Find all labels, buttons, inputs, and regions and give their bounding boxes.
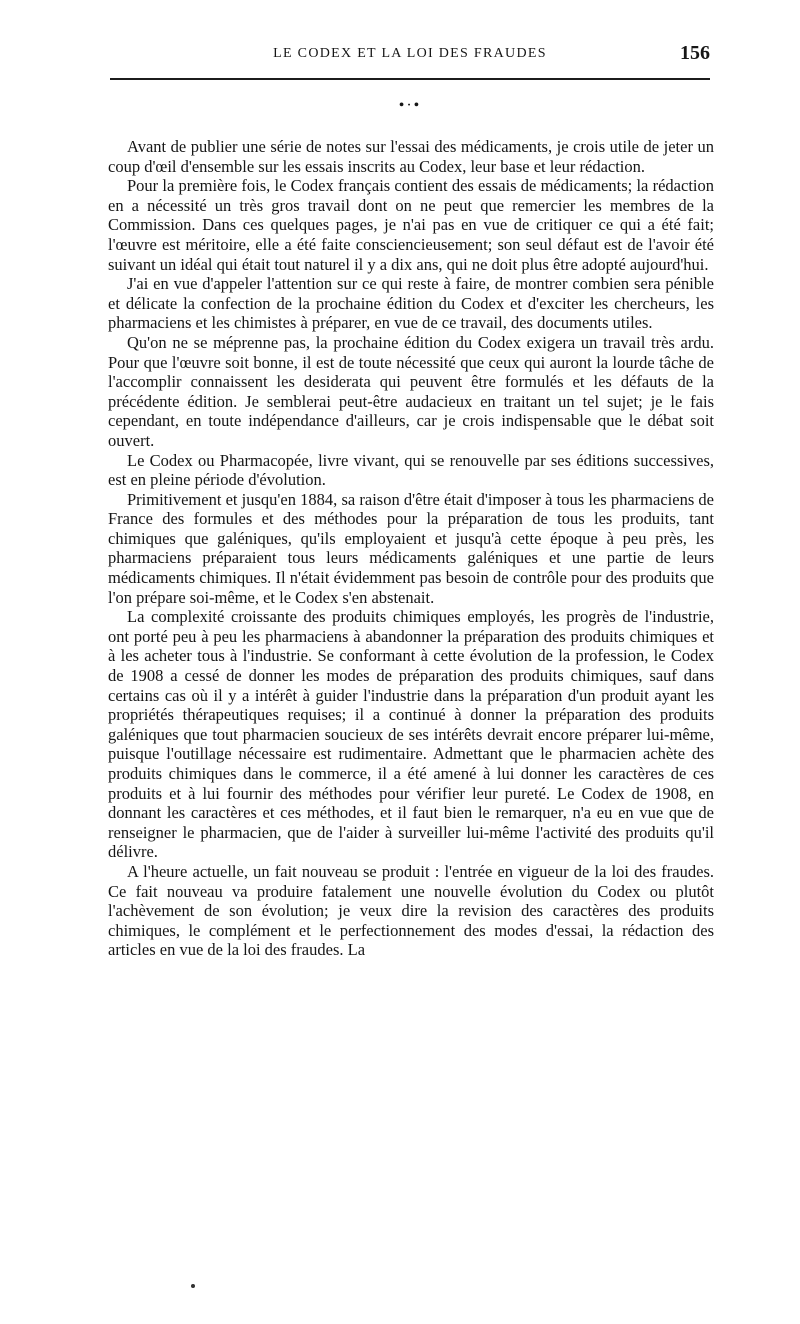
paragraph: Avant de publier une série de notes sur l'essai des médicaments, je crois utile de jeter un coup d'œil d'ensemble sur les essais inscrits au Codex, leur base et leur rédaction. bbox=[108, 137, 714, 176]
header-rule bbox=[110, 78, 710, 80]
paragraph: Qu'on ne se méprenne pas, la prochaine édition du Codex exigera un travail très ardu. Pour que l'œuvre soit bonne, il est de toute nécessité que ceux qui auront la lourde tâche de l'accomplir connaissent les desiderata qui peuvent être formulés et les défauts de la précédente édition. Je semblerai peut-être audacieux en traitant un tel sujet; je le fais cependant, en toute indépendance d'ailleurs, car je crois indispensable que le débat soit ouvert. bbox=[108, 332, 714, 450]
page-number: 156 bbox=[680, 42, 710, 64]
paragraph: J'ai en vue d'appeler l'attention sur ce qui reste à faire, de montrer combien sera pénible et délicate la confection de la prochaine édition du Codex et d'exciter les chercheurs, les pharmaciens et les chimistes à préparer, en vue de ce travail, des documents utiles. bbox=[108, 274, 714, 333]
paragraph: Le Codex ou Pharmacopée, livre vivant, qui se renouvelle par ses éditions successives, est en pleine période d'évolution. bbox=[108, 450, 714, 490]
body-text bbox=[108, 137, 714, 960]
paragraph: La complexité croissante des produits chimiques employés, les progrès de l'industrie, ont porté peu à peu les pharmaciens à abandonner la préparation des produits chimiques et à les acheter tous à l'industrie. Se conformant à cette évolution de la profession, le Codex de 1908 a cessé de donner les modes de préparation des produits chimiques, sauf dans certains cas où il y a intérêt à guider l'industrie dans la préparation d'un produit ayant les propriétés thérapeutiques requises; il a continué à donner la préparation des produits galéniques que tout pharmacien soucieux de ses intérêts devrait encore préparer lui-même, puisque l'outillage nécessaire est rudimentaire. Admettant que le pharmacien achète des produits chimiques dans le commerce, il a été amené à lui donner les caractères de ces produits et à lui fournir des méthodes pour vérifier leur pureté. Le Codex de 1908, en donnant les caractères et ces méthodes, et il faut bien le remarquer, n'a eu en vue que de renseigner le pharmacien, que de l'aider à surveiller lui-même l'activité des produits qu'il délivre. bbox=[108, 607, 714, 862]
running-head bbox=[110, 42, 710, 68]
paragraph: A l'heure actuelle, un fait nouveau se produit : l'entrée en vigueur de la loi des fraudes. Ce fait nouveau va produire fatalement une nouvelle évolution du Codex ou plutôt l'achèvement de son évolution; je veux dire la revision des caractères des produits chimiques, le complément et le perfectionnement des modes d'essai, la rédaction des articles en vue de la loi des fraudes. La bbox=[108, 861, 714, 960]
running-title: LE CODEX ET LA LOI DES FRAUDES bbox=[273, 46, 547, 61]
print-speck bbox=[191, 1284, 195, 1288]
paragraph: Primitivement et jusqu'en 1884, sa raison d'être était d'imposer à tous les pharmaciens de France des formules et des méthodes pour la préparation de tous les produits, tant chimiques que galéniques, qu'ils employaient et jusqu'à cette époque à peu près, les pharmaciens préparaient tous leurs médicaments galéniques et une partie de leurs médicaments chimiques. Il n'était évidemment pas besoin de contrôle pour des produits que l'on prépare soi-même, et le Codex s'en abstenait. bbox=[108, 489, 714, 607]
paragraph: Pour la première fois, le Codex français contient des essais de médicaments; la rédaction en a nécessité un très gros travail dont on ne peut que remercier les membres de la Commission. Dans ces quelques pages, je n'ai pas en vue de critiquer ce qui a été fait; l'œuvre est méritoire, elle a été faite consciencieusement; son seul défaut est de l'avoir été suivant un idéal qui était tout naturel il y a dix ans, qui ne doit plus être adopté aujourd'hui. bbox=[108, 176, 714, 274]
ornament: •·• bbox=[398, 97, 422, 114]
